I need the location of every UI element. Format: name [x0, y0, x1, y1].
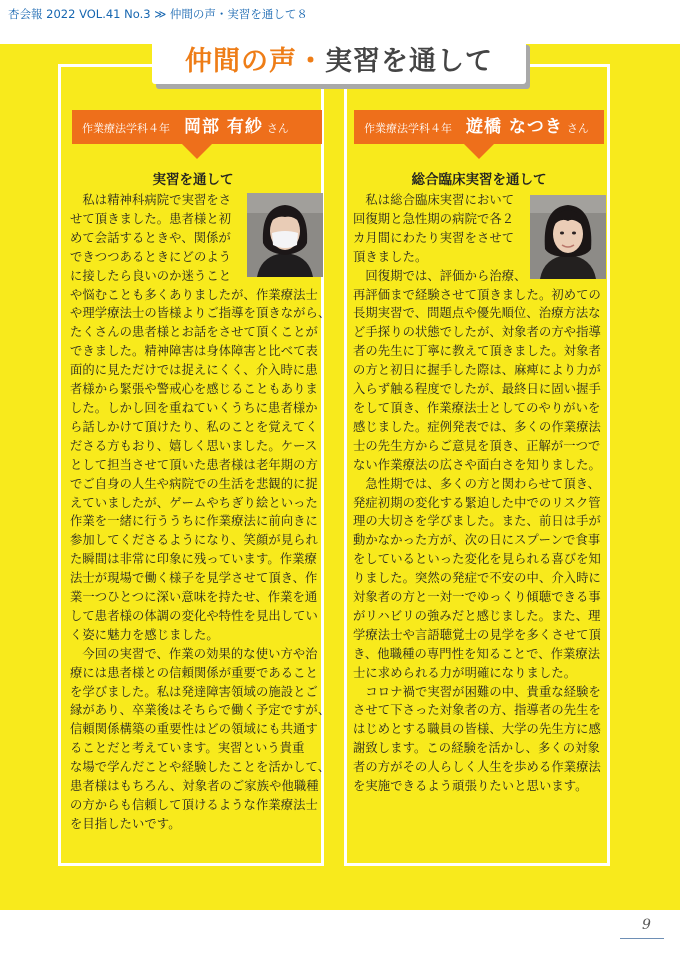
- body-line: たくさんの患者様とお話をさせて頂くことが: [70, 325, 318, 340]
- body-line: せて頂きました。患者様と初: [70, 211, 232, 226]
- body-line: 急性期では、多くの方と関わらせて頂き、: [353, 476, 601, 491]
- honorific: さん: [266, 122, 289, 135]
- body-line: ら話しかけて頂けたり、私のことを覚えてく: [70, 419, 318, 434]
- body-line: を実施できるよう頑張りたいと思います。: [353, 779, 588, 794]
- body-line: や理学療法士の皆様よりご指導を頂きながら、: [70, 306, 331, 321]
- body-line: 発症初期の変化する緊迫した中でのリスク管: [353, 495, 601, 510]
- body-line: 者の方がその人らしく人生を歩める作業療法: [353, 760, 601, 775]
- body-line: させて下さった対象者の方、指導者の先生を: [353, 703, 601, 718]
- body-line: 作業を一緒に行ううちに作業療法に前向きに: [70, 514, 318, 529]
- body-line: カ月間にわたり実習をさせて: [353, 230, 515, 245]
- body-line: 私は精神科病院で実習をさ: [70, 193, 232, 207]
- body-line: 参加してくださるようになり、笑顔が見られ: [70, 533, 318, 548]
- body-line: た瞬間は非常に印象に残っています。作業療: [70, 552, 317, 567]
- student-name: 遊橋 なつき: [466, 117, 563, 137]
- body-line: 私は総合臨床実習において: [353, 193, 515, 207]
- title-part-1: 仲間の声: [185, 46, 297, 77]
- body-line: 頂きました。: [353, 249, 428, 264]
- page-number-rule: [620, 938, 664, 939]
- body-line: でご自身の人生や病院での生活を悲観的に捉: [70, 476, 318, 491]
- body-line: な場で学んだことや経験したことを活かして、: [70, 760, 331, 775]
- student-banner-right: [354, 110, 604, 144]
- body-line: 回復期と急性期の病院で各２: [353, 211, 515, 226]
- body-line: 感じました。症例発表では、多くの作業療法: [353, 419, 601, 434]
- body-line: えていましたが、ゲームやちぎり絵といった: [70, 495, 318, 510]
- title-part-2: 実習を通して: [325, 46, 493, 77]
- body-line: 療には患者様との信頼関係が重要であること: [70, 665, 318, 680]
- body-line: 者の先生に丁寧に教えて頂きました。対象者: [353, 344, 601, 359]
- body-line: や悩むことも多くありましたが、作業療法士: [70, 287, 318, 302]
- body-line: 学療法士や言語聴覚士の見学を多くさせて頂: [353, 627, 601, 642]
- student-banner-left: [72, 110, 322, 144]
- body-line: に接したら良いのか迷うこと: [70, 268, 232, 283]
- body-line: ど手探りの状態でしたが、対象者の方や指導: [353, 325, 601, 340]
- body-line: 縁があり、卒業後はそちらで働く予定ですが、: [70, 703, 331, 718]
- body-line: はじめとする職員の皆様、大学の先生方に感: [353, 722, 601, 737]
- body-line: ださる方もおり、嬉しく思いました。ケース: [70, 438, 318, 453]
- body-line: 入らず触る程度でしたが、最終日に固い握手: [353, 382, 601, 397]
- body-line: 者様から緊張や警戒心を感じることもありま: [70, 382, 318, 397]
- body-line: として担当させて頂いた患者様は老年期の方: [70, 457, 318, 472]
- body-line: 法士が現場で働く様子を見学させて頂き、作: [70, 571, 318, 586]
- body-line: 面的に見ただけでは捉えにくく、介入時に患: [70, 363, 318, 378]
- column-heading-right: 総合臨床実習を通して: [411, 172, 547, 188]
- body-line: 業一つひとつに深い意味を持たせ、作業を通: [70, 590, 318, 605]
- body-line: 長期実習で、問題点や優先順位、治療方法な: [353, 306, 601, 321]
- body-line: 再評価まで経験させて頂きました。初めての: [353, 287, 601, 302]
- body-line: 士の先生方からご意見を頂き、正解が一つで: [353, 438, 601, 453]
- body-line: き、他職種の専門性を知ることで、作業療法: [353, 646, 601, 661]
- body-line: 患者様はもちろん、対象者のご家族や他職種: [70, 779, 319, 794]
- body-line: をしているといった変化を見られる喜びを知: [353, 552, 601, 567]
- body-line: りました。突然の発症で不安の中、介入時に: [353, 571, 601, 586]
- body-line: をして頂き、作業療法士としてのやりがいを: [353, 400, 601, 415]
- body-line: 回復期では、評価から治療、: [353, 268, 527, 283]
- article-body-right: [353, 191, 625, 796]
- student-name: 岡部 有紗: [184, 117, 263, 137]
- column-heading-left: 実習を通して: [152, 172, 234, 188]
- page-number: 9: [642, 917, 651, 933]
- body-line: の方からも信頼して頂けるような作業療法士: [70, 798, 318, 812]
- body-line: 謝致します。この経験を活かし、多くの対象: [353, 741, 600, 756]
- body-line: く姿に魅力を感じました。: [70, 627, 219, 642]
- honorific: さん: [566, 122, 589, 135]
- body-line: 今回の実習で、作業の効果的な使い方や治: [70, 646, 318, 661]
- body-line: して患者様の体調の変化や特性を見出してい: [70, 608, 318, 623]
- body-line: コロナ禍で実習が困難の中、貴重な経験を: [353, 684, 601, 699]
- student-department: 作業療法学科４年: [82, 122, 170, 135]
- student-department: 作業療法学科４年: [364, 122, 452, 135]
- body-line: 士に求められる力が明確になりました。: [353, 665, 577, 680]
- body-line: 対象者の方と一対一でゆっくり傾聴できる事: [353, 590, 601, 605]
- body-line: を学びました。私は発達障害領域の施設とご: [70, 684, 318, 699]
- body-line: 理の大切さを学びました。また、前日は手が: [353, 514, 601, 529]
- article-body-left: [70, 191, 342, 834]
- body-line: めて会話するときや、関係が: [70, 230, 231, 245]
- body-line: を目指したいです。: [70, 816, 181, 831]
- body-line: できつつあるときにどのよう: [70, 249, 232, 264]
- body-line: がリハビリの強みだと感じました。また、理: [353, 608, 601, 623]
- body-line: ることだと考えています。実習という貴重: [70, 741, 305, 756]
- body-line: できました。精神障害は身体障害と比べて表: [70, 344, 318, 359]
- body-line: の方と初日に握手した際は、麻痺により力が: [353, 363, 601, 378]
- page-title: [152, 44, 526, 80]
- body-line: 動かなかった方が、次の日にスプーンで食事: [353, 533, 601, 548]
- body-line: した。しかし回を重ねていくうちに患者様か: [70, 400, 318, 415]
- running-header: 杏会報 2022 VOL.41 No.3 ≫ 仲間の声・実習を通して８: [8, 7, 308, 21]
- title-separator: ・: [297, 46, 325, 77]
- body-line: ない作業療法の広さや面白さを知りました。: [353, 457, 601, 472]
- body-line: 信頼関係構築の重要性はどの領域にも共通す: [70, 722, 318, 737]
